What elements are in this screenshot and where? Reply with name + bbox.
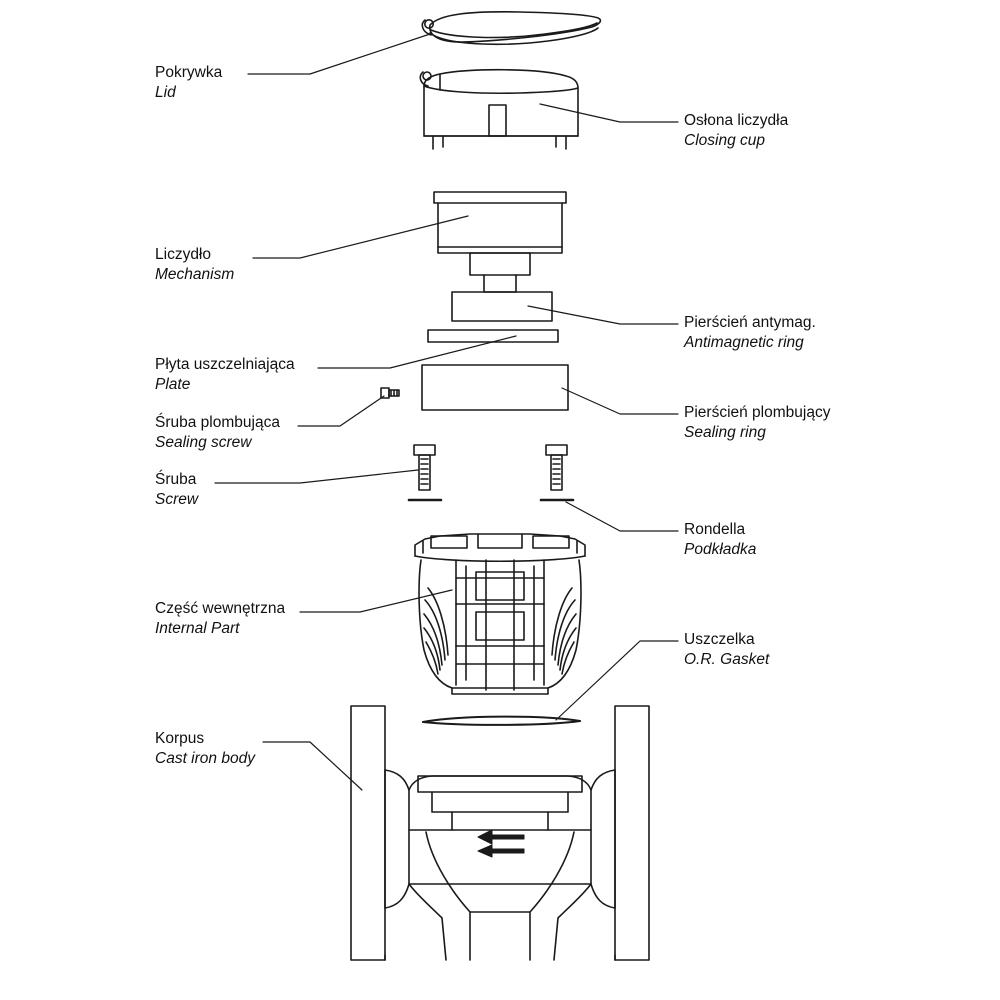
leader-sealing-ring bbox=[562, 388, 678, 414]
callout-screw bbox=[155, 470, 198, 511]
callout-closing-cup-en: Closing cup bbox=[684, 132, 765, 150]
part-antimagnetic-ring bbox=[452, 292, 552, 321]
callout-cast-iron-body-en: Cast iron body bbox=[155, 750, 255, 768]
leader-washer bbox=[566, 502, 678, 531]
callout-sealing-screw bbox=[155, 413, 280, 454]
part-sealing-ring bbox=[422, 365, 568, 410]
callout-sealing-ring bbox=[684, 403, 830, 444]
callout-lid-pl: Pokrywka bbox=[155, 64, 223, 81]
callout-mechanism bbox=[155, 245, 234, 286]
callout-sealing-ring-en: Sealing ring bbox=[684, 424, 766, 442]
callout-cast-iron-body bbox=[155, 729, 255, 770]
callout-washer-en: Podkładka bbox=[684, 541, 757, 559]
callout-internal-part-pl: Część wewnętrzna bbox=[155, 600, 286, 617]
flow-direction-arrow bbox=[478, 830, 524, 857]
leader-closing-cup bbox=[540, 104, 678, 122]
callout-internal-part-en: Internal Part bbox=[155, 620, 240, 638]
callout-screw-pl: Śruba bbox=[155, 471, 197, 488]
leader-screw bbox=[215, 470, 418, 483]
leader-sealing-screw bbox=[298, 396, 384, 426]
leader-internal-part bbox=[300, 590, 452, 612]
part-closing-cup bbox=[420, 70, 578, 149]
callout-antimagnetic-ring bbox=[684, 313, 816, 354]
callout-lid bbox=[155, 63, 222, 104]
part-cast-iron-body bbox=[351, 706, 649, 960]
callout-internal-part bbox=[155, 599, 285, 640]
leader-lid bbox=[248, 34, 430, 74]
callout-sealing-screw-pl: Śruba plombująca bbox=[155, 414, 280, 431]
callout-antimagnetic-ring-pl: Pierścień antymag. bbox=[684, 314, 816, 331]
callout-plate-en: Plate bbox=[155, 376, 191, 394]
callout-closing-cup-pl: Osłona liczydła bbox=[684, 112, 789, 129]
leader-mechanism bbox=[253, 216, 468, 258]
part-lid bbox=[422, 12, 600, 44]
callout-antimagnetic-ring-en: Antimagnetic ring bbox=[684, 334, 804, 352]
leader-lines bbox=[215, 34, 678, 790]
callout-washer-pl: Rondella bbox=[684, 521, 746, 538]
part-or-gasket bbox=[423, 717, 580, 725]
callout-sealing-screw-en: Sealing screw bbox=[155, 434, 252, 452]
callout-or-gasket bbox=[684, 630, 769, 671]
callout-cast-iron-body-pl: Korpus bbox=[155, 730, 205, 747]
callout-plate-pl: Płyta uszczelniająca bbox=[155, 356, 295, 373]
callout-sealing-ring-pl: Pierścień plombujący bbox=[684, 404, 831, 421]
part-plate bbox=[428, 330, 558, 342]
callout-mechanism-en: Mechanism bbox=[155, 266, 235, 284]
part-screw-right bbox=[546, 445, 567, 490]
part-mechanism bbox=[434, 192, 566, 292]
part-screw-left bbox=[414, 445, 435, 490]
callout-or-gasket-en: O.R. Gasket bbox=[684, 651, 770, 669]
callout-lid-en: Lid bbox=[155, 84, 176, 102]
callout-mechanism-pl: Liczydło bbox=[155, 246, 211, 263]
leader-cast-iron-body bbox=[263, 742, 362, 790]
leader-plate bbox=[318, 336, 516, 368]
callout-plate bbox=[155, 355, 295, 396]
part-internal-part bbox=[415, 534, 585, 694]
callout-screw-en: Screw bbox=[155, 491, 199, 509]
callout-washer bbox=[684, 520, 756, 561]
callout-closing-cup bbox=[684, 111, 788, 152]
callout-or-gasket-pl: Uszczelka bbox=[684, 631, 755, 648]
leader-or-gasket bbox=[556, 641, 678, 720]
